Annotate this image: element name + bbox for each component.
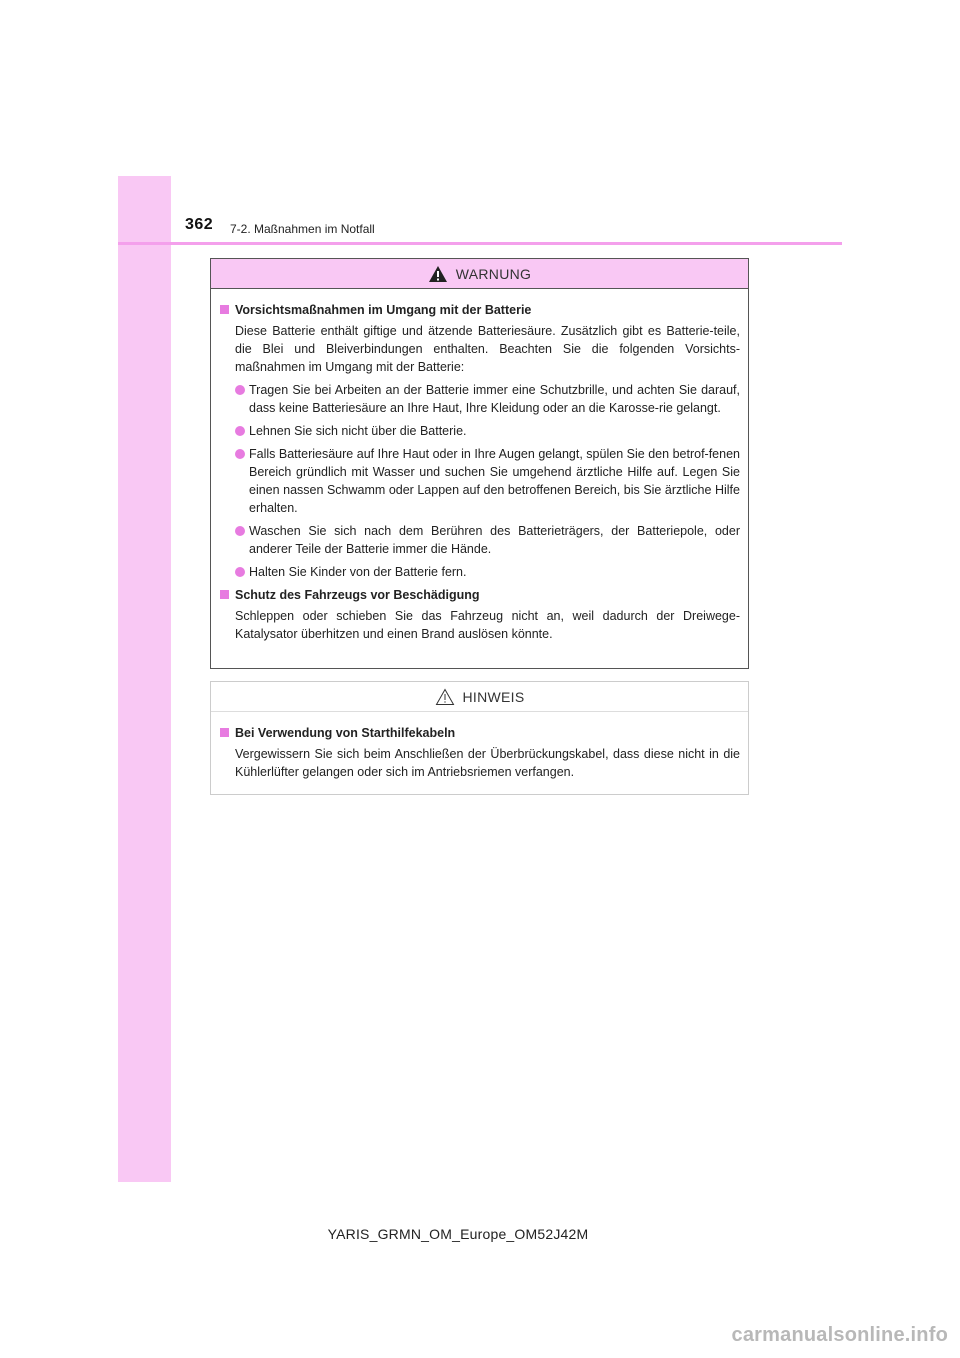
- footer-doc-id: YARIS_GRMN_OM_Europe_OM52J42M: [327, 1226, 589, 1242]
- warning-title: WARNUNG: [455, 265, 532, 282]
- warning-text-battery: Diese Batterie enthält giftige und ätzende Batteriesäure. Zusätzlich gibt es Batterie-teile, die Blei und Bleiverbindungen enthalten. Beachten Sie die folgenden Vorsichts-maßnahmen im Umgang mit der Batterie:: [235, 324, 740, 374]
- warning-bullet: Tragen Sie bei Arbeiten an der Batterie immer eine Schutzbrille, und achten Sie darauf, dass keine Batteriesäure an Ihre Haut, Ihre Kleidung oder an die Karosse-rie gelangt.: [219, 381, 740, 417]
- warning-bullet: Halten Sie Kinder von der Batterie fern.: [219, 563, 740, 581]
- square-bullet-icon: [220, 728, 229, 737]
- warning-bullet: Lehnen Sie sich nicht über die Batterie.: [219, 422, 740, 440]
- warning-header: [211, 259, 748, 289]
- warning-body: [211, 289, 748, 643]
- round-bullet-icon: [235, 449, 245, 459]
- warning-bullet: Waschen Sie sich nach dem Berühren des Batterieträgers, der Batteriepole, oder anderer Teile der Batterie immer die Hände.: [219, 522, 740, 558]
- notice-header: [211, 682, 748, 712]
- warning-heading-battery: Vorsichtsmaßnahmen im Umgang mit der Batterie: [219, 301, 740, 319]
- square-bullet-icon: [220, 305, 229, 314]
- notice-title: HINWEIS: [462, 688, 525, 705]
- warning-box: [210, 258, 749, 669]
- notice-heading: Bei Verwendung von Starthilfekabeln: [219, 724, 740, 742]
- round-bullet-icon: [235, 426, 245, 436]
- section-title: 7-2. Maßnahmen im Notfall: [230, 222, 375, 236]
- warning-text-vehicle: Schleppen oder schieben Sie das Fahrzeug nicht an, weil dadurch der Dreiwege-Katalysator überhitzen und einen Brand auslösen könnte.: [235, 609, 740, 641]
- notice-box: [210, 681, 749, 795]
- round-bullet-icon: [235, 385, 245, 395]
- notice-body: [211, 712, 748, 781]
- notice-text: Vergewissern Sie sich beim Anschließen der Überbrückungskabel, dass diese nicht in die Kühlerlüfter gelangen oder sich im Antriebsriemen verfangen.: [235, 747, 740, 779]
- warning-triangle-outline-icon: [435, 688, 455, 706]
- warning-heading-vehicle: Schutz des Fahrzeugs vor Beschädigung: [219, 586, 740, 604]
- square-bullet-icon: [220, 590, 229, 599]
- header-rule: [118, 242, 842, 245]
- watermark: carmanualsonline.info: [731, 1324, 948, 1346]
- warning-bullet: Falls Batteriesäure auf Ihre Haut oder in Ihre Augen gelangt, spülen Sie den betrof-fenen Bereich gründlich mit Wasser und suchen Sie umgehend ärztliche Hilfe auf. Legen Sie einen nassen Schwamm oder Lappen auf den betroffenen Bereich, bis Sie ärztliche Hilfe erhalten.: [219, 445, 740, 517]
- page-number: 362: [185, 216, 214, 233]
- round-bullet-icon: [235, 567, 245, 577]
- round-bullet-icon: [235, 526, 245, 536]
- warning-triangle-filled-icon: [428, 265, 448, 283]
- side-color-strip: [118, 176, 171, 1182]
